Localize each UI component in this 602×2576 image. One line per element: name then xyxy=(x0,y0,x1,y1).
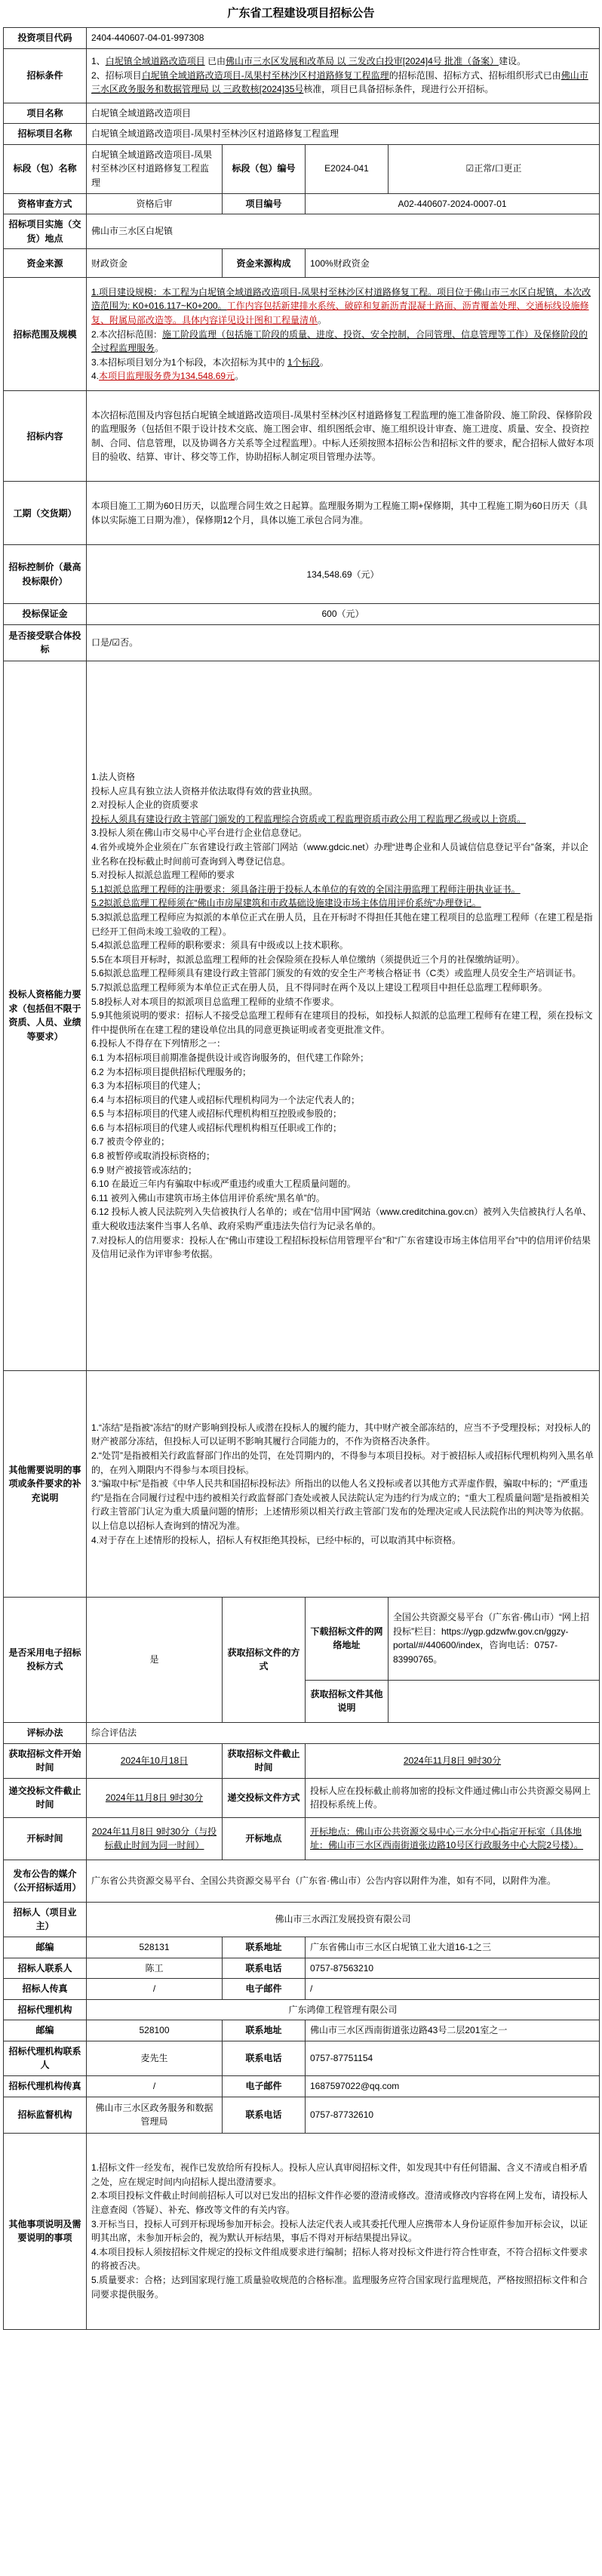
bidder-req-item: 5.7拟派总监理工程师须为本单位正式在册人员，且不得同时在两个及以上建设工程项目中担任总监理工程师职务。 xyxy=(91,981,548,993)
funding-source-value: 100%财政资金 xyxy=(306,249,600,278)
supervisor-phone: 0757-87732610 xyxy=(306,2097,600,2133)
scope-line-3: 3.本招标项目划分为1个标段，本次招标为其中的 1个标段。 xyxy=(91,356,329,368)
other-notes-label: 其他需要说明的事项或条件要求的补充说明 xyxy=(4,1370,87,1597)
conditions-line-2: 2、招标项目白坭镇全域道路改造项目-凤果村至林沙区村道路修复工程监理的招标范围、招标方式、招标组织形式已由佛山市三水区政务服务和数据管理局 以 三政数核[2024]35号核准，项目已具备招标条件，现进行公开招标。 xyxy=(91,69,588,95)
other-item: 1.招标文件一经发布，视作已发放给所有投标人。投标人应认真审阅招标文件，如发现其中有任何错漏、含义不清或自相矛盾之处，应在规定时间内向招标人提出澄清要求。 xyxy=(91,2162,588,2187)
agency-section-label: 招标代理机构 xyxy=(4,1999,87,2020)
consortium-value: 口是/☑否。 xyxy=(87,624,600,661)
section-status-checkbox: ☑正常/口更正 xyxy=(389,144,600,193)
bidder-req-item: 5.9其他须说明的要求：招标人不接受总监理工程师有在建项目的投标，如投标人拟派的总监理工程师有在建工程，须在投标文件中提供所在在建工程的建设单位出具的同意更换证明或者变更批准文件。 xyxy=(91,1010,593,1035)
get-note-value xyxy=(389,1680,600,1722)
section-name-value: 白坭镇全域道路改造项目-凤果村至林沙区村道路修复工程监理 xyxy=(87,144,223,193)
consortium-label: 是否接受联合体投标 xyxy=(4,624,87,661)
project-no-value: A02-440607-2024-0007-01 xyxy=(306,193,600,214)
bidder-req-item: 投标人须具有建设行政主管部门颁发的工程监理综合资质或工程监理资质市政公用工程监理乙级或以上资质。 xyxy=(91,813,527,824)
location-label: 招标项目实施（交货）地点 xyxy=(4,214,87,249)
scope-line-1: 1.项目建设规模：本工程为白坭镇全域道路改造项目-凤果村至林沙区村道路修复工程。项目位于佛山市三水区白坭镇，本次改造范围为: K0+016.117~K0+200。工作内容包括新建排水系统、破碎和复新沥青混凝土路面、沥青覆盖处理、交通标线设施修复、附属局部改造等。具体内容详见设计图和工程量清单。 xyxy=(91,286,591,325)
supervisor-name: 佛山市三水区政务服务和数据管理局 xyxy=(87,2097,223,2133)
agency-email: 1687597022@qq.com xyxy=(306,2076,600,2097)
tenderer-contact-label: 招标人联系人 xyxy=(4,1958,87,1979)
open-time-value: 2024年11月8日 9时30分（与投标截止时间为同一时间） xyxy=(87,1817,223,1860)
project-name-label: 项目名称 xyxy=(4,103,87,124)
open-place-value: 开标地点：佛山市公共资源交易中心三水分中心指定开标室（具体地址：佛山市三水区西南街道张边路10号区行政服务中心大院2号楼）。 xyxy=(306,1817,600,1860)
tenderer-address: 广东省佛山市三水区白坭镇工业大道16-1之三 xyxy=(306,1937,600,1958)
bidder-req-item: 5.4拟派总监理工程师的职称要求：须具有中级或以上技术职称。 xyxy=(91,940,349,951)
agency-fax-label: 招标代理机构传真 xyxy=(4,2076,87,2097)
bidder-req-item: 6.10 在最近三年内有骗取中标或严重违约或重大工程质量问题的。 xyxy=(91,1179,356,1190)
get-end-value: 2024年11月8日 9时30分 xyxy=(306,1743,600,1778)
get-end-label: 获取招标文件截止时间 xyxy=(223,1743,306,1778)
get-note-label: 获取招标文件其他说明 xyxy=(306,1680,389,1722)
publish-label: 发布公告的媒介（公开招标适用） xyxy=(4,1860,87,1902)
tenderer-contact: 陈工 xyxy=(87,1958,223,1979)
control-price-value: 134,548.69（元） xyxy=(87,545,600,604)
other-item: 3.开标当日，投标人可到开标现场参加开标会。投标人法定代表人或其委托代理人应携带本人身份证原件参加开标会议，以证明其出席，未参加开标会的，视为默认开标结果，事后不得对开标结果提出异议。 xyxy=(91,2218,588,2244)
tenderer-fax-label: 招标人传真 xyxy=(4,1979,87,2000)
conditions-line-1: 1、白坭镇全域道路改造项目 已由佛山市三水区发展和改革局 以 三发改白投审[2024]4号 批准（备案）建设。 xyxy=(91,56,527,67)
tender-name-label: 招标项目名称 xyxy=(4,124,87,145)
bidder-req-item: 6.7 被责令停业的； xyxy=(91,1136,170,1148)
tenderer-email-label: 电子邮件 xyxy=(223,1979,306,2000)
scope-label: 招标范围及规模 xyxy=(4,278,87,391)
conditions-value xyxy=(87,48,600,103)
scope-line-4: 4.本项目监理服务费为134,548.69元。 xyxy=(91,371,244,382)
project-code-label: 投资项目代码 xyxy=(4,28,87,49)
other-item: 2.本项目投标文件截止时间前招标人可以对已发出的招标文件作必要的澄清或修改。澄清或修改内容将在网上发布，请投标人注意查阅（答疑）、补充、修改等文件的有关内容。 xyxy=(91,2190,588,2215)
supervisor-label: 招标监督机构 xyxy=(4,2097,87,2133)
duration-label: 工期（交货期） xyxy=(4,482,87,545)
get-start-value: 2024年10月18日 xyxy=(87,1743,223,1778)
tenderer-phone-label: 联系电话 xyxy=(223,1958,306,1979)
section-no-label: 标段（包）编号 xyxy=(223,144,306,193)
bidder-req-item: 6.5 与本招标项目的代建人或招标代理机构相互控股或参股的； xyxy=(91,1108,342,1120)
bidder-req-item: 1.法人资格 xyxy=(91,772,136,783)
agency-postcode-label: 邮编 xyxy=(4,2020,87,2041)
content-value: 本次招标范围及内容包括白坭镇全域道路改造项目-凤果村至林沙区村道路修复工程监理的施工准备阶段、施工阶段、保修阶段的监理服务（包括但不限于设计技术交底、施工图会审、组织图纸会审、施工组织设计审查、施工进度、质量、安全、投资控制、合同、信息管理，以及协调各方关系等全过程监理）。中标人还须按照本招标公告和招标文件的要求，配合招标人做好本项目的验收、结算、审计、移交等工作，协助招标人制定项目管理办法等。 xyxy=(87,391,600,482)
control-price-label: 招标控制价（最高投标限价） xyxy=(4,545,87,604)
other-note-item: 4.对于存在上述情形的投标人，招标人有权拒绝其投标，已经中标的，可以取消其中标资格。 xyxy=(91,1534,462,1545)
section-label: 标段（包）名称 xyxy=(4,144,87,193)
tenderer-address-label: 联系地址 xyxy=(223,1937,306,1958)
bidder-req-value xyxy=(87,661,600,1370)
project-no-label: 项目编号 xyxy=(223,193,306,214)
other-items-value xyxy=(87,2133,600,2329)
scope-value xyxy=(87,278,600,391)
project-name-value: 白坭镇全域道路改造项目 xyxy=(87,103,600,124)
project-code-value: 2404-440607-04-01-997308 xyxy=(87,28,600,49)
bidder-req-item: 6.2 为本招标项目提供招标代理服务的； xyxy=(91,1066,252,1077)
bidder-req-item: 投标人应具有独立法人资格并依法取得有效的营业执照。 xyxy=(91,785,318,797)
qualification-value: 资格后审 xyxy=(87,193,223,214)
publish-value: 广东省公共资源交易平台、全国公共资源交易平台（广东省·佛山市）公告内容以附件为准，如有不同，以附件为准。 xyxy=(87,1860,600,1902)
section-no-value: E2024-041 xyxy=(306,144,389,193)
get-method-label: 获取招标文件的方式 xyxy=(223,1597,306,1722)
bidder-req-item: 2.对投标人企业的资质要求 xyxy=(91,800,199,811)
electronic-label: 是否采用电子招标投标方式 xyxy=(4,1597,87,1722)
tenderer-postcode-label: 邮编 xyxy=(4,1937,87,1958)
bidder-req-item: 7.对投标人的信用要求：投标人在“佛山市建设工程招标投标信用管理平台”和“广东省建设市场主体信用平台”中的信用评价结果及信用记录作为评审参考依据。 xyxy=(91,1234,591,1260)
submit-method-value: 投标人应在投标截止前将加密的投标文件通过佛山市公共资源交易网上招投标系统上传。 xyxy=(306,1778,600,1817)
agency-phone: 0757-87751154 xyxy=(306,2041,600,2075)
download-url-value: 全国公共资源交易平台（广东省·佛山市）“网上招投标”栏目：https://ygp.gdzwfw.gov.cn/ggzy-portal/#/440600/index，咨询电话：0757-83990765。 xyxy=(389,1597,600,1680)
tender-name-value: 白坭镇全域道路改造项目-凤果村至林沙区村道路修复工程监理 xyxy=(87,124,600,145)
tenderer-email: / xyxy=(306,1979,600,2000)
bidder-req-item: 6.11 被列入佛山市建筑市场主体信用评价系统“黑名单”的。 xyxy=(91,1192,325,1203)
scope-line-2: 2.本次招标范围：施工阶段监理（包括施工阶段的质量、进度、投资、安全控制，合同管理、信息管理等工作）及保修阶段的全过程监理服务。 xyxy=(91,328,588,354)
submit-method-label: 递交投标文件方式 xyxy=(223,1778,306,1817)
other-notes-value xyxy=(87,1370,600,1597)
agency-fax: / xyxy=(87,2076,223,2097)
agency-address-label: 联系地址 xyxy=(223,2020,306,2041)
bidder-req-item: 5.8投标人对本项目的拟派项目总监理工程师的业绩不作要求。 xyxy=(91,996,339,1007)
bidder-req-item: 5.3拟派总监理工程师应为拟派的本单位正式在册人员，且在开标时不得担任其他在建工程项目的总监理工程师（在建工程是指已经开工但尚未竣工验收的工程）。 xyxy=(91,911,593,937)
bidder-req-item: 6.9 财产被接管或冻结的； xyxy=(91,1164,198,1176)
other-note-item: 2.“处罚”是指被相关行政监督部门作出的处罚，在处罚期内的，不得参与本项目投标。对于被招标人或招标代理机构列入黑名单的，在列入期限内不得参与本项目投标。 xyxy=(91,1450,594,1475)
bidder-req-item: 6.3 为本招标项目的代建人； xyxy=(91,1080,207,1092)
evaluation-value: 综合评估法 xyxy=(87,1722,600,1743)
bidder-req-item: 6.1 为本招标项目前期准备提供设计或咨询服务的，但代建工作除外； xyxy=(91,1052,370,1063)
bidder-req-item: 5.1拟派总监理工程师的注册要求：须具备注册于投标人本单位的有效的全国注册监理工程师注册执业证书。 xyxy=(91,883,521,895)
bidder-req-item: 6.投标人不得存在下列情形之一： xyxy=(91,1038,226,1049)
funding-label: 资金来源 xyxy=(4,249,87,278)
electronic-value: 是 xyxy=(87,1597,223,1722)
download-url-label: 下载招标文件的网络地址 xyxy=(306,1597,389,1680)
agency-phone-label: 联系电话 xyxy=(223,2041,306,2075)
bidder-req-label: 投标人资格能力要求（包括但不限于资质、人员、业绩等要求） xyxy=(4,661,87,1370)
location-value: 佛山市三水区白坭镇 xyxy=(87,214,600,249)
funding-value: 财政资金 xyxy=(87,249,223,278)
other-note-item: 3.“骗取中标”是指被《中华人民共和国招标投标法》所指出的以他人名义投标或者以其他方式弄虚作假，骗取中标的；“严重违约”是指在合同履行过程中违约被相关行政监督部门查处或被人民法院认定为违约行为成立的；“重大工程质量问题”是指被相关行政主管部门认定为重大质量问题的情形；上述情形须以相关行政主管部门发布的处理决定或人民法院作出的判决等为依据。以上信息以招标人查询到的情况为准。 xyxy=(91,1478,590,1531)
page-title: 广东省工程建设项目招标公告 xyxy=(227,7,375,20)
announcement-table xyxy=(3,27,600,2330)
other-item: 4.本项目投标人须按招标文件规定的投标文件组成要求进行编制；招标人将对投标文件进行符合性审查，不符合招标文件要求的将被否决。 xyxy=(91,2246,588,2272)
tenderer-fax: / xyxy=(87,1979,223,2000)
duration-value: 本项目施工工期为60日历天，以监理合同生效之日起算。监理服务期为工程施工期+保修期，其中工程施工期为60日历天（具体以实际施工日期为准），保修期12个月，具体以施工承包合同为准。 xyxy=(87,482,600,545)
bidder-req-item: 3.投标人须在佛山市交易中心平台进行企业信息登记。 xyxy=(91,827,308,839)
open-time-label: 开标时间 xyxy=(4,1817,87,1860)
bond-label: 投标保证金 xyxy=(4,604,87,625)
agency-email-label: 电子邮件 xyxy=(223,2076,306,2097)
other-items-label: 其他事项说明及需要说明的事项 xyxy=(4,2133,87,2329)
tenderer-postcode: 528131 xyxy=(87,1937,223,1958)
bidder-req-item: 5.2拟派总监理工程师须在“佛山市房屋建筑和市政基础设施建设市场主体信用评价系统”办理登记。 xyxy=(91,898,481,909)
agency-address: 佛山市三水区西南街道张边路43号二层201室之一 xyxy=(306,2020,600,2041)
other-item: 5.质量要求：合格；达到国家现行施工质量验收规范的合格标准。监理服务应符合国家现行监理规范，严格按照招标文件和合同要求提供服务。 xyxy=(91,2274,588,2300)
bidder-req-item: 6.6 与本招标项目的代建人或招标代理机构相互任职或工作的； xyxy=(91,1122,342,1133)
get-start-label: 获取招标文件开始时间 xyxy=(4,1743,87,1778)
open-place-label: 开标地点 xyxy=(223,1817,306,1860)
bidder-req-item: 5.对投标人拟派总监理工程师的要求 xyxy=(91,870,235,881)
submit-end-label: 递交投标文件截止时间 xyxy=(4,1778,87,1817)
bidder-req-item: 6.8 被暂停或取消投标资格的； xyxy=(91,1151,216,1162)
other-note-item: 1.“冻结”是指被“冻结”的财产影响到投标人或潜在投标人的履约能力，其中财产被全部冻结的，应当不予受理投标；对投标人的财产被部分冻结，但投标人可以证明不影响其履行合同能力的，不作为资格否决条件。 xyxy=(91,1422,591,1447)
conditions-label: 招标条件 xyxy=(4,48,87,103)
bidder-req-item: 5.5在本项目开标时，拟派总监理工程师的社会保险须在投标人单位缴纳（须提供近三个月的社保缴纳证明）。 xyxy=(91,954,525,965)
funding-source-label: 资金来源构成 xyxy=(223,249,306,278)
bidder-req-item: 4.省外或境外企业须在广东省建设行政主管部门网站（www.gdcic.net）办理“进粤企业和人员诚信信息登记平台”备案，并以企业名称在投标截止时间前可查询到入粤登记信息。 xyxy=(91,842,588,867)
tenderer-name: 佛山市三水西江发展投资有限公司 xyxy=(87,1902,600,1937)
bidder-req-item: 6.4 与本招标项目的代建人或招标代理机构同为一个法定代表人的； xyxy=(91,1094,361,1105)
qualification-label: 资格审查方式 xyxy=(4,193,87,214)
bidder-req-item: 5.6拟派总监理工程师须具有建设行政主管部门颁发的有效的安全生产考核合格证书（C类）或监理人员安全生产培训证书。 xyxy=(91,968,582,979)
bidder-req-item: 6.12 投标人被人民法院列入失信被执行人名单的；或在“信用中国”网站（www.creditchina.gov.cn）被列入失信被执行人名单、重大税收违法案件当事人名单、政府采购严重违法失信行为记录名单的。 xyxy=(91,1206,592,1232)
agency-contact-label: 招标代理机构联系人 xyxy=(4,2041,87,2075)
submit-end-value: 2024年11月8日 9时30分 xyxy=(87,1778,223,1817)
supervisor-phone-label: 联系电话 xyxy=(223,2097,306,2133)
tenderer-phone: 0757-87563210 xyxy=(306,1958,600,1979)
agency-name: 广东鸿偉工程管理有限公司 xyxy=(87,1999,600,2020)
evaluation-label: 评标办法 xyxy=(4,1722,87,1743)
tenderer-section-label: 招标人（项目业主） xyxy=(4,1902,87,1937)
agency-contact: 麦先生 xyxy=(87,2041,223,2075)
content-label: 招标内容 xyxy=(4,391,87,482)
agency-postcode: 528100 xyxy=(87,2020,223,2041)
bond-value: 600（元） xyxy=(87,604,600,625)
